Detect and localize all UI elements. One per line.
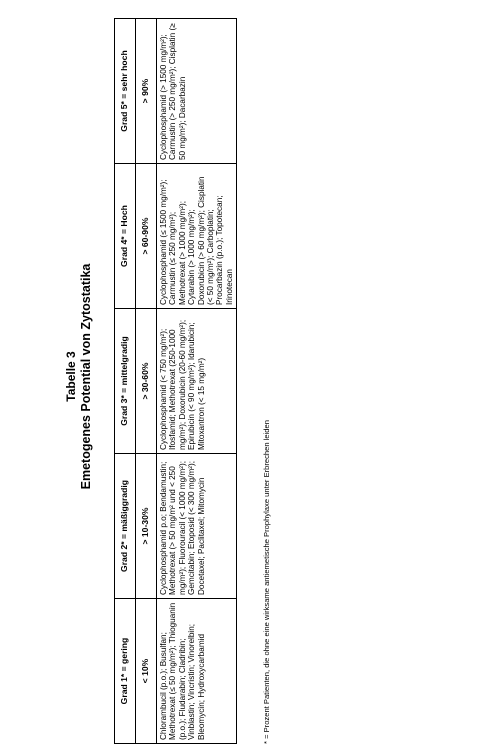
header-grade-5: Grad 5* = sehr hoch [115,19,136,164]
percent-row [136,19,157,744]
drugs-grade-4: Cyclophosphamid (≤ 1500 mg/m²); Carmustin (≤ 250 mg/m²); Methotrexat (> 1000 mg/m²); Cytarabin (> 1000 mg/m²); Doxorubicin (> 60 mg/m²); Cisplatin (< 50 mg/m²); Carboplatin; Procarbazin (p.o.); Topotecan; Irinotecan [157,164,237,309]
header-row [115,19,136,744]
drugs-grade-2: Cyclophosphamid p.o; Bendamustin; Methotrexat (> 50 mg/m² und < 250 mg/m²); Fluorouracil (< 1000 mg/m²); Gemcitabin; Etoposid (< 300 mg/m²); Docetaxel; Paclitaxel; Mitomycin [157,454,237,599]
percent-grade-2: > 10-30% [136,454,157,599]
table-number: Tabelle 3 [64,351,78,402]
header-grade-2: Grad 2* = mäßiggradig [115,454,136,599]
percent-grade-3: > 30-60% [136,309,157,454]
drugs-grade-5: Cyclophosphamid (> 1500 mg/m²); Carmustin (> 250 mg/m²); Cisplatin (≥ 50 mg/m²); Dacarbazin [157,19,237,164]
table-title: Emetogenes Potential von Zytostatika [79,263,93,490]
header-grade-1: Grad 1* = gering [115,599,136,744]
header-grade-4: Grad 4* = Hoch [115,164,136,309]
percent-grade-4: > 60-90% [136,164,157,309]
drugs-grade-1: Chlorambucil (p.o.); Busulfan; Methotrexat (≤ 50 mg/m²); Thioguanin (p.o.); Fludarabin; Cladribin; Vinblastin; Vincristin; Vinorelbin; Bleomycin; Hydroxycarbamid [157,599,237,744]
emetogenic-table [114,18,237,744]
percent-grade-1: < 10% [136,599,157,744]
footnote: * = Prozent Patienten, die ohne eine wirksame antiemetische Prophylaxe unter Erbrechen leiden [262,420,271,744]
drugs-grade-3: Cyclophosphamid (< 750 mg/m²); Ifosfamid; Methotrexat (250-1000 mg/m²); Doxorubicin (20-60 mg/m²); Epirubicin (< 90 mg/m²); Idarubicin; Mitoxantron (< 15 mg/m²) [157,309,237,454]
header-grade-3: Grad 3* = mittelgradig [115,309,136,454]
percent-grade-5: > 90% [136,19,157,164]
drugs-row [157,19,237,744]
